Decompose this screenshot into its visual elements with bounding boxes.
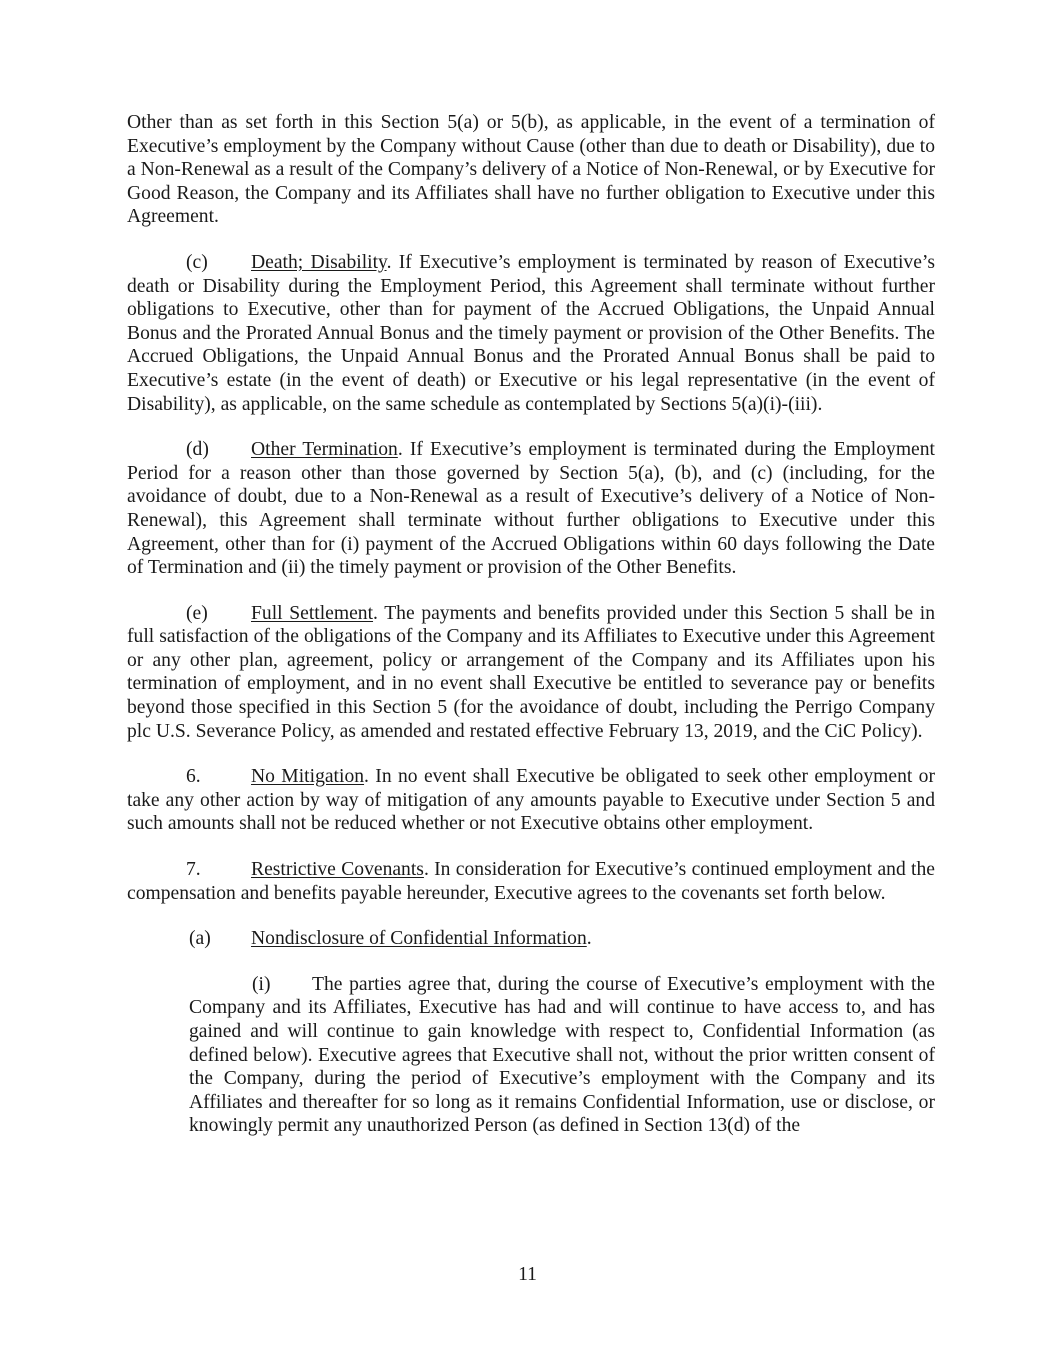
section-7-paragraph xyxy=(127,858,935,905)
intro-paragraph: Other than as set forth in this Section 5(a) or 5(b), as applicable, in the event of a termination of Executive’s employment by the Company without Cause (other than due to death or Disability), due to a Non-Renewal as a result of the Company’s delivery of a Notice of Non-Renewal, or by Executive for Good Reason, the Company and its Affiliates shall have no further obligation to Executive under this Agreement. xyxy=(127,112,935,228)
section-number: (e) xyxy=(186,602,208,624)
section-c-paragraph xyxy=(127,251,935,416)
section-d-paragraph xyxy=(127,438,935,580)
subsection-title-suffix: . xyxy=(586,928,592,950)
section-text: . The payments and benefits provided under this Section 5 shall be in full satisfaction of the obligations of the Company and its Affiliates to Executive under this Agreement or any other plan, agreement, policy or arrangement of the Company and its Affiliates upon his termination of employment, and in no event shall Executive be entitled to severance pay or benefits beyond those specified in this Section 5 (for the avoidance of doubt, including the Perrigo Company plc U.S. Severance Policy, as amended and restated effective February 13, 2019, and the CiC Policy). xyxy=(127,602,936,742)
section-text: . If Executive’s employment is terminated by reason of Executive’s death or Disability during the Employment Period, this Agreement shall terminate without further obligations to Executive, other than for payment of the Accrued Obligations, the Unpaid Annual Bonus and the Prorated Annual Bonus and the timely payment or provision of the Other Benefits. The Accrued Obligations, the Unpaid Annual Bonus and the Prorated Annual Bonus shall be paid to Executive’s estate (in the event of death) or Executive or his legal representative (in the event of Disability), as applicable, on the same schedule as contemplated by Sections 5(a)(i)-(iii). xyxy=(127,251,935,415)
document-body xyxy=(127,111,935,1160)
page-number: 11 xyxy=(518,1264,537,1285)
section-title: Death; Disability xyxy=(251,251,387,273)
section-number: 7. xyxy=(186,859,201,881)
section-title: Restrictive Covenants xyxy=(251,859,424,881)
section-text: . In consideration for Executive’s continued employment and the compensation and benefits payable hereunder, Executive agrees to the covenants set forth below. xyxy=(127,859,935,904)
subsection-text: The parties agree that, during the course of Executive’s employment with the Company and its Affiliates, Executive has had and will continue to have access to, and has gained and will continue to gain knowledge with respect to, Confidential Information (as defined below). Executive agrees that Executive shall not, without the prior written consent of the Company, during the period of Executive’s employment with the Company and its Affiliates and thereafter for so long as it remains Confidential Information, use or disclose, or knowingly permit any unauthorized Person (as defined in Section 13(d) of the xyxy=(189,973,935,1137)
section-title: No Mitigation xyxy=(251,766,365,788)
section-number: (d) xyxy=(186,439,209,461)
section-e-paragraph xyxy=(127,602,935,744)
subsection-number: (i) xyxy=(252,973,271,995)
subsection-i-paragraph xyxy=(189,973,935,1138)
subsection-a-heading xyxy=(189,927,935,951)
subsection-number: (a) xyxy=(189,928,211,950)
section-6-paragraph xyxy=(127,765,935,836)
section-text: . In no event shall Executive be obligated to seek other employment or take any other action by way of mitigation of any amounts payable to Executive under Section 5 and such amounts shall not be reduced whether or not Executive obtains other employment. xyxy=(127,766,935,835)
section-title: Full Settlement xyxy=(251,602,374,624)
section-number: 6. xyxy=(186,766,201,788)
section-number: (c) xyxy=(186,251,208,273)
subsection-title: Nondisclosure of Confidential Information xyxy=(251,928,587,950)
section-title: Other Termination xyxy=(251,439,398,461)
section-text: . If Executive’s employment is terminated during the Employment Period for a reason other than those governed by Section 5(a), (b), and (c) (including, for the avoidance of doubt, due to a Non-Renewal as a result of Executive’s delivery of a Notice of Non-Renewal), this Agreement shall terminate without further obligations to Executive under this Agreement, other than for (i) payment of the Accrued Obligations within 60 days following the Date of Termination and (ii) the timely payment or provision of the Other Benefits. xyxy=(127,439,935,579)
